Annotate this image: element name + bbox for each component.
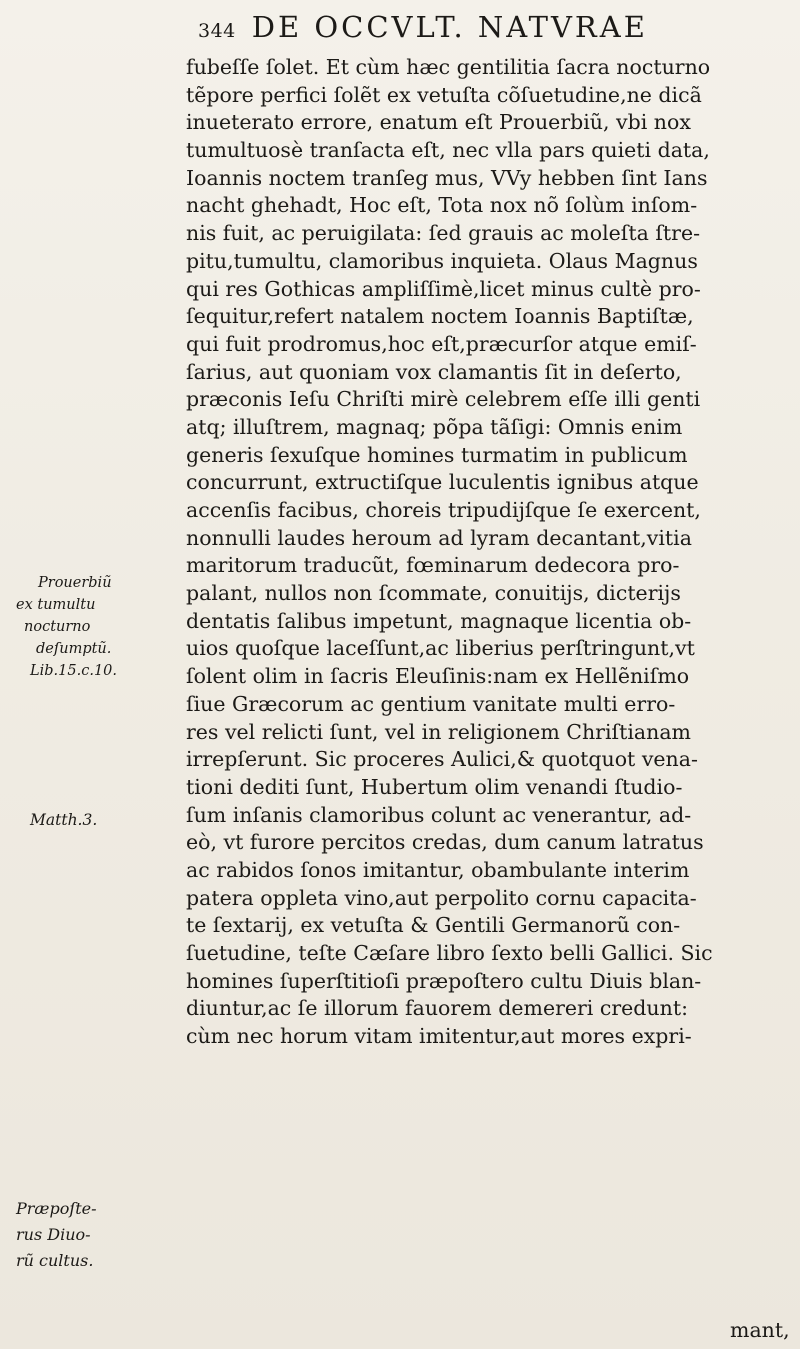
text-line: cùm nec horum vitam imitentur,aut mores expri- [186,1024,692,1049]
text-line: diuntur,ac ſe illorum fauorem demereri credunt: [186,996,688,1021]
margin-note: Matth.3. [30,811,98,829]
text-line: generis ſexuſque homines turmatim in publicum [186,442,688,467]
text-line: pitu,tumultu, clamoribus inquieta. Olaus Magnus [186,248,698,273]
text-line: nacht ghehadt, Hoc eſt, Tota nox nõ ſolùm inſom- [186,193,698,218]
text-line: ſolent olim in ſacris Eleuſinis:nam ex Hellẽniſmo [186,664,690,689]
margin-note: rũ cultus. [16,1251,94,1270]
text-line: ſiue Græcorum ac gentium vanitate multi erro- [186,691,676,716]
text-line: irrepſerunt. Sic proceres Aulici,& quotquot vena- [186,747,698,772]
text-line: res vel relicti ſunt, vel in religionem Chriſtianam [186,719,691,744]
text-line: nis fuit, ac peruigilata: ſed grauis ac moleſta ſtre- [186,221,701,246]
text-line: patera oppleta vino,aut perpolito cornu capacita- [186,885,697,910]
text-line: accenſis facibus, choreis tripudijſque ſe exercent, [186,498,701,522]
text-line: Ioannis noctem tranſeg mus, VVy hebben ſint Ians [186,165,708,190]
catchword: mant, [730,1318,790,1342]
text-line: qui fuit prodromus,hoc eſt,præcurſor atque emiſ- [186,331,697,356]
margin-note: nocturno [24,619,91,635]
page-number: 344 [198,20,236,42]
body-text [186,54,790,1051]
text-line: fubeſſe ſolet. Et cùm hæc gentilitia ſacra nocturno [186,55,711,79]
running-title: DE OCCVLT. NATVRAE [251,10,648,44]
margin-note: Præpoſte- [16,1199,97,1218]
margin-note: Lib.15.c.10. [30,663,118,679]
text-line: ſum inſanis clamoribus colunt ac venerantur, ad- [186,802,692,827]
text-line: qui res Gothicas ampliſſimè,licet minus cultè pro- [186,276,701,301]
margin-note: Prouerbiũ [38,575,112,591]
text-line: atq; illuſtrem, magnaq; põpa tãſigi: Omnis enim [186,414,683,439]
text-line: palant, nullos non ſcommate, conuitijs, dicterijs [186,581,681,606]
text-line: maritorum traducũt, fœminarum dedecora pro- [186,553,680,578]
text-line: te ſextarij, ex vetuſta & Gentili Germanorũ con- [186,913,681,938]
text-line: eò, vt furore percitos credas, dum canum latratus [186,830,704,855]
text-line: homines ſuperſtitioſi præpoſtero cultu Diuis blan- [186,968,702,993]
text-line: inueterato errore, enatum eſt Prouerbiũ, vbi nox [186,110,691,135]
text-line: præconis Ieſu Chriſti mirè celebrem eſſe illi genti [186,387,701,412]
margin-note: deſumptũ. [36,641,112,657]
text-line: ſarius, aut quoniam vox clamantis ſit in deſerto, [186,359,682,384]
text-line: concurrunt, extructiſque luculentis ignibus atque [186,470,699,495]
margin-note: ex tumultu [16,597,96,613]
margin-note: rus Diuo- [16,1225,91,1244]
text-line: tumultuosè tranſacta eſt, nec vlla pars quieti data, [186,138,710,163]
text-line: nonnulli laudes heroum ad lyram decantant,vitia [186,525,692,550]
text-line: dentatis ſalibus impetunt, magnaque licentia ob- [186,608,692,633]
text-line: ac rabidos ſonos imitantur, obambulante interim [186,857,690,882]
text-line: ſequitur,refert natalem noctem Ioannis Baptiſtæ, [186,304,694,329]
text-line: tioni dediti ſunt, Hubertum olim venandi ſtudio- [186,774,683,799]
text-line: uios quoſque laceſſunt,ac liberius perſtringunt,vt [186,636,695,661]
running-head [198,10,788,50]
text-line: ſuetudine, teſte Cæſare libro ſexto belli Gallici. Sic [186,941,713,965]
text-line: tẽpore perfici ſolẽt ex vetuſta cõſuetudine,ne dicã [186,82,702,107]
